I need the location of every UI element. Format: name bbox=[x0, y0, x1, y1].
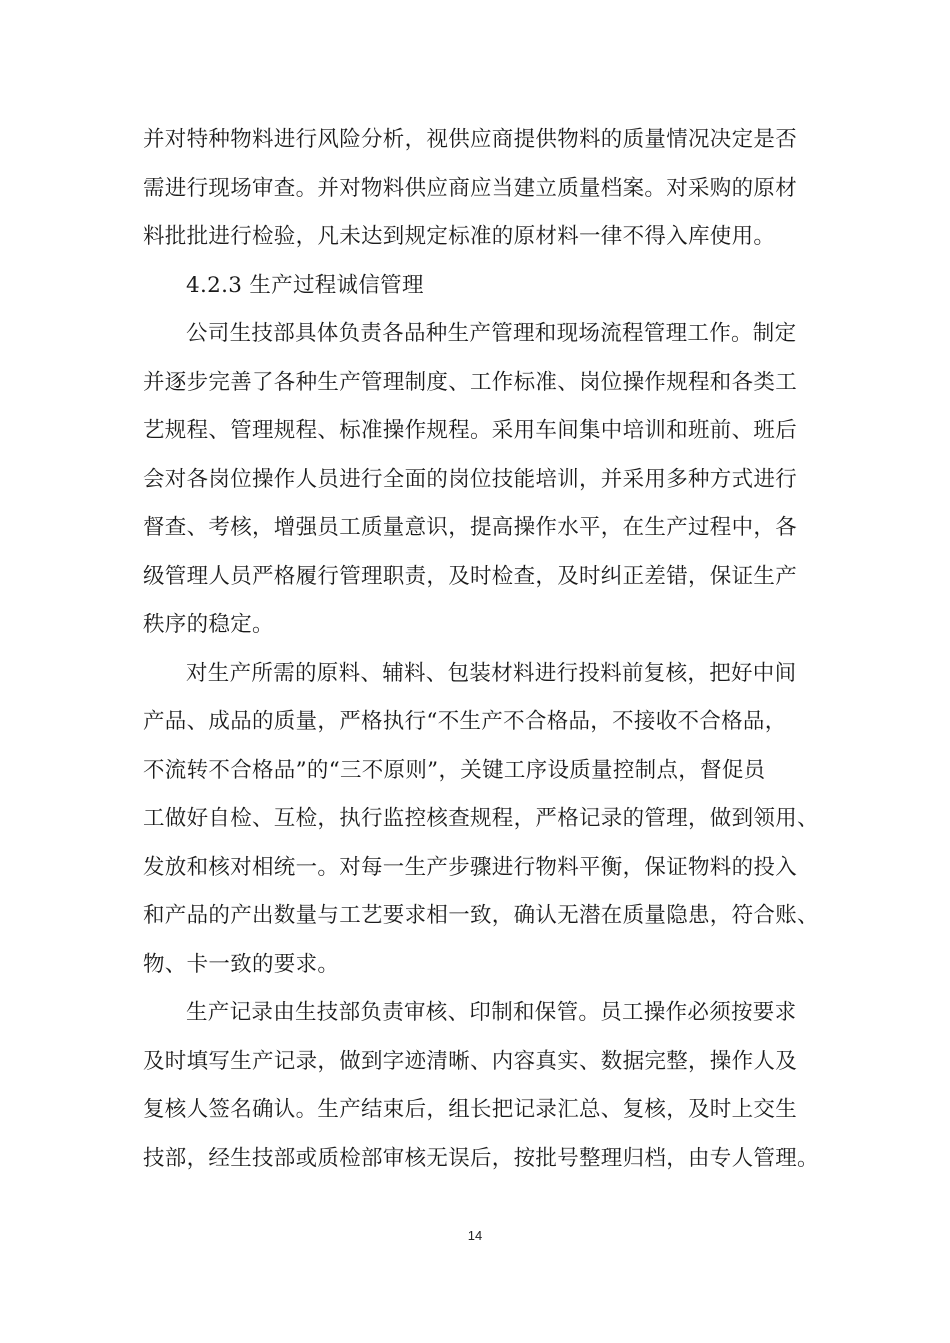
page-number: 14 bbox=[467, 1228, 483, 1243]
section-heading: 4.2.3 生产过程诚信管理 bbox=[186, 272, 424, 298]
paragraph-line: 需进行现场审查。并对物料供应商应当建立质量档案。对采购的原材 bbox=[143, 175, 798, 201]
paragraph-line: 产品、成品的质量，严格执行“不生产不合格品，不接收不合格品， bbox=[143, 709, 787, 734]
paragraph-line: 和产品的产出数量与工艺要求相一致，确认无潜在质量隐患，符合账、 bbox=[143, 903, 819, 928]
paragraph-line: 料批批进行检验，凡未达到规定标准的原材料一律不得入库使用。 bbox=[143, 224, 776, 249]
paragraph-line: 公司生技部具体负责各品种生产管理和现场流程管理工作。制定 bbox=[186, 321, 797, 346]
paragraph-line: 技部，经生技部或质检部审核无误后，按批号整理归档，由专人管理。 bbox=[143, 1145, 819, 1171]
paragraph-line: 会对各岗位操作人员进行全面的岗位技能培训，并采用多种方式进行 bbox=[143, 466, 798, 492]
paragraph-line: 发放和核对相统一。对每一生产步骤进行物料平衡，保证物料的投入 bbox=[143, 854, 798, 880]
document-body bbox=[143, 120, 819, 1187]
paragraph-line: 工做好自检、互检，执行监控核查规程，严格记录的管理，做到领用、 bbox=[143, 806, 819, 831]
paragraph-line: 对生产所需的原料、辅料、包装材料进行投料前复核，把好中间 bbox=[186, 660, 797, 686]
paragraph-line: 物、卡一致的要求。 bbox=[143, 951, 340, 977]
paragraph-line: 艺规程、管理规程、标准操作规程。采用车间集中培训和班前、班后 bbox=[143, 418, 798, 443]
paragraph-line: 不流转不合格品”的“三不原则”，关键工序设质量控制点，督促员 bbox=[143, 757, 766, 783]
paragraph-line: 复核人签名确认。生产结束后，组长把记录汇总、复核，及时上交生 bbox=[143, 1097, 798, 1122]
paragraph-line: 级管理人员严格履行管理职责，及时检查，及时纠正差错，保证生产 bbox=[143, 563, 798, 589]
paragraph-line: 并对特种物料进行风险分析，视供应商提供物料的质量情况决定是否 bbox=[143, 127, 798, 152]
paragraph-line: 秩序的稳定。 bbox=[143, 612, 274, 637]
paragraph-line: 生产记录由生技部负责审核、印制和保管。员工操作必须按要求 bbox=[186, 1000, 797, 1025]
paragraph-line: 督查、考核，增强员工质量意识，提高操作水平，在生产过程中，各 bbox=[143, 515, 798, 540]
paragraph-line: 及时填写生产记录，做到字迹清晰、内容真实、数据完整，操作人及 bbox=[143, 1048, 798, 1074]
paragraph-line: 并逐步完善了各种生产管理制度、工作标准、岗位操作规程和各类工 bbox=[143, 369, 798, 395]
